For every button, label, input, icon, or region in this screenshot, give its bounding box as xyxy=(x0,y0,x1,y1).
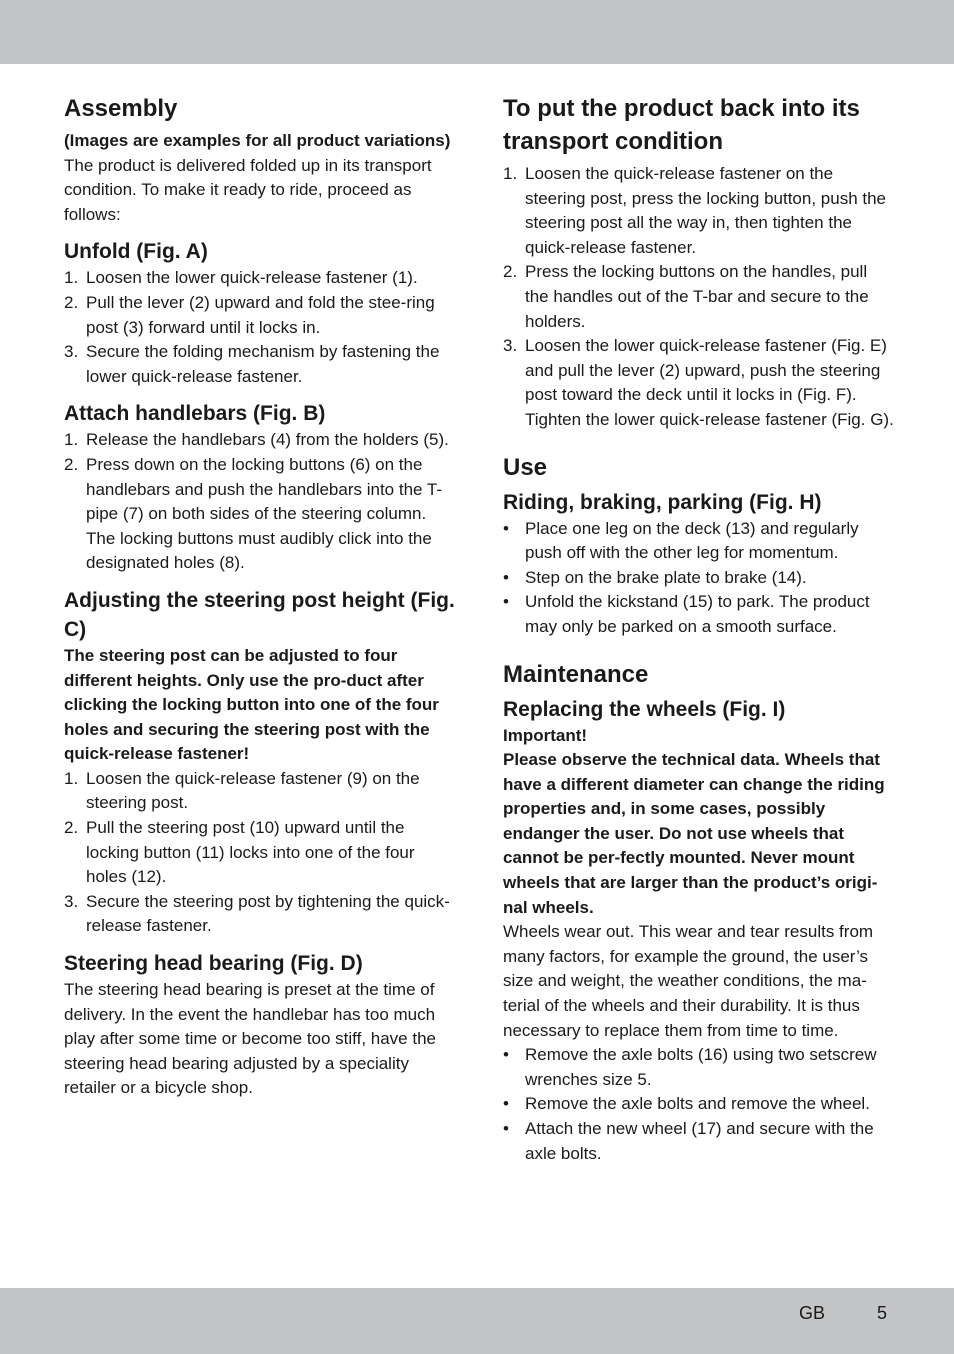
list-item: 2. Pull the lever (2) upward and fold the stee-ring post (3) forward until it locks in. xyxy=(64,292,435,337)
handlebars-steps xyxy=(64,428,456,576)
header-bar xyxy=(0,0,954,64)
height-heading: Adjusting the steering post height (Fig. C) xyxy=(64,588,455,641)
right-column xyxy=(503,92,895,1166)
wheels-bullets xyxy=(503,1043,895,1166)
list-item: 3. Secure the steering post by tightening the quick-release fastener. xyxy=(64,891,450,936)
wheels-important: Important! xyxy=(503,725,588,745)
bearing-heading: Steering head bearing (Fig. D) xyxy=(64,952,363,976)
bearing-text: The steering head bearing is preset at the time of delivery. In the event the handlebar has too much play after some time or become too stiff, have the steering head bearing adjusted by a speciality retailer or a bicycle shop. xyxy=(64,980,436,1098)
maintenance-heading: Maintenance xyxy=(503,660,649,688)
list-item: 3. Loosen the lower quick-release fastener (Fig. E) and pull the lever (2) upward, push the steering post toward the deck until it locks in (Fig. F). Tighten the lower quick-release fastener (Fig. G). xyxy=(503,336,894,429)
left-column xyxy=(64,92,456,1101)
list-item: • Place one leg on the deck (13) and regularly push off with the other leg for momentum. xyxy=(503,518,859,563)
wheels-heading: Replacing the wheels (Fig. I) xyxy=(503,697,786,721)
list-item: 1. Loosen the quick-release fastener on the steering post, press the locking button, push the steering post all the way in, then tighten the quick-release fastener. xyxy=(503,164,887,257)
list-item: • Remove the axle bolts (16) using two setscrew wrenches size 5. xyxy=(503,1045,877,1089)
list-item: • Unfold the kickstand (15) to park. The product may only be parked on a smooth surface. xyxy=(503,592,870,636)
transport-heading: To put the product back into its transport condition xyxy=(503,95,860,155)
list-item: 2. Press the locking buttons on the handles, pull the handles out of the T-bar and secure to the holders. xyxy=(503,262,869,331)
list-item: • Remove the axle bolts and remove the wheel. xyxy=(503,1094,870,1114)
list-item: 1. Loosen the lower quick-release fastener (1). xyxy=(64,268,418,288)
list-item: 2. Press down on the locking buttons (6) on the handlebars and push the handlebars into the T-pipe (7) on both sides of the steering column. The locking buttons must audibly click into the designated holes (8). xyxy=(64,454,443,573)
assembly-note: (Images are examples for all product variations) xyxy=(64,131,451,150)
transport-steps xyxy=(503,162,895,433)
height-warning: The steering post can be adjusted to four different heights. Only use the pro-duct after clicking the locking button into one of the four holes and securing the steering post with the quick-release fastener! xyxy=(64,645,439,764)
handlebars-heading: Attach handlebars (Fig. B) xyxy=(64,402,326,426)
unfold-steps xyxy=(64,266,456,389)
wheels-warning: Please observe the technical data. Wheels that have a different diameter can change the riding properties and, in some cases, possibly endanger the user. Do not use wheels that cannot be per-fectly mounted. Never mount wheels that are larger than the product’s origi-nal wheels. xyxy=(503,750,885,917)
height-steps xyxy=(64,767,456,939)
page-number: 5 xyxy=(877,1303,888,1323)
list-item: 3. Secure the folding mechanism by fastening the lower quick-release fastener. xyxy=(64,342,440,386)
riding-heading: Riding, braking, parking (Fig. H) xyxy=(503,490,822,514)
list-item: 1. Loosen the quick-release fastener (9) on the steering post. xyxy=(64,768,420,813)
list-item: 2. Pull the steering post (10) upward until the locking button (11) locks into one of the four holes (12). xyxy=(64,818,415,887)
footer-language: GB xyxy=(799,1303,826,1323)
wheels-text: Wheels wear out. This wear and tear results from many factors, for example the ground, the user’s size and weight, the weather conditions, the ma-terial of the wheels and their durability. It is thus necessary to replace them from time to time. xyxy=(503,922,874,1040)
unfold-heading: Unfold (Fig. A) xyxy=(64,240,208,264)
riding-bullets xyxy=(503,517,895,640)
list-item: • Step on the brake plate to brake (14). xyxy=(503,567,807,587)
use-heading: Use xyxy=(503,453,548,481)
list-item: 1. Release the handlebars (4) from the holders (5). xyxy=(64,430,449,450)
list-item: • Attach the new wheel (17) and secure with the axle bolts. xyxy=(503,1119,874,1163)
assembly-intro: The product is delivered folded up in its transport condition. To make it ready to ride, proceed as follows: xyxy=(64,155,432,224)
assembly-heading: Assembly xyxy=(64,95,178,122)
